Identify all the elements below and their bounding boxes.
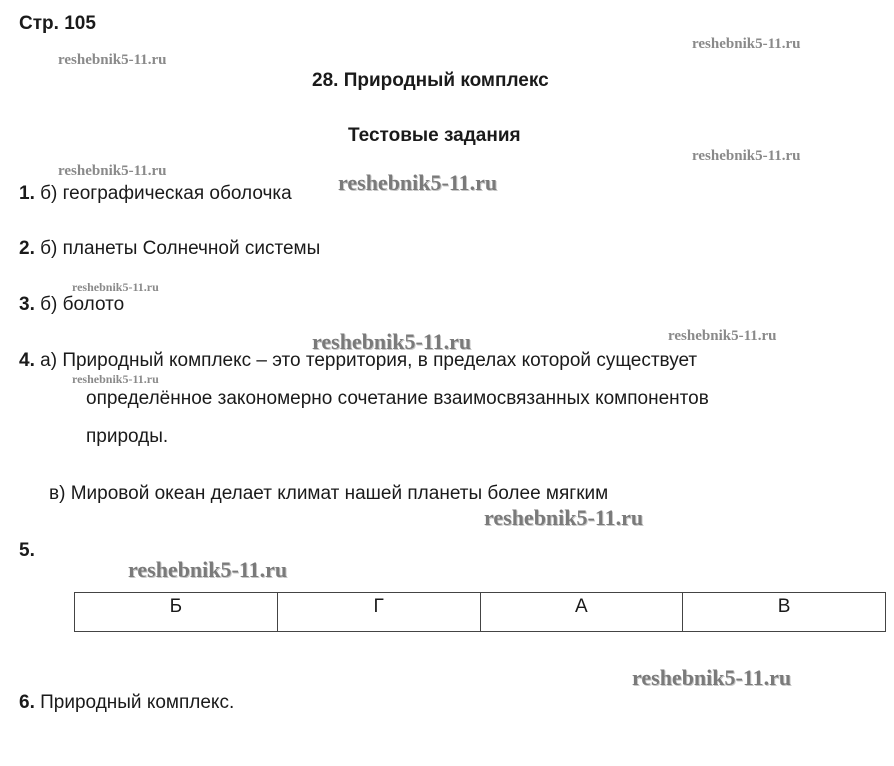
watermark: reshebnik5-11.ru xyxy=(128,557,288,582)
answer-number: 6. xyxy=(19,692,35,713)
table-cell: Г xyxy=(277,593,480,632)
watermark: reshebnik5-11.ru xyxy=(312,329,472,354)
table-row xyxy=(75,593,886,632)
answer-table xyxy=(74,592,886,632)
answer-text: б) географическая оболочка xyxy=(40,183,292,204)
watermark: reshebnik5-11.ru xyxy=(72,372,159,386)
answer-text-a-line2: определённое закономерно сочетание взаимосвязанных компонентов xyxy=(86,388,709,409)
watermark: reshebnik5-11.ru xyxy=(692,148,801,164)
watermark: reshebnik5-11.ru xyxy=(632,665,792,690)
answer-1 xyxy=(19,183,292,205)
page-label: Стр. 105 xyxy=(19,13,96,34)
section-title: 28. Природный комплекс xyxy=(312,70,549,91)
watermark: reshebnik5-11.ru xyxy=(668,328,777,344)
answer-4 xyxy=(19,350,697,372)
watermark: reshebnik5-11.ru xyxy=(484,505,644,530)
answer-2 xyxy=(19,238,320,260)
watermark: reshebnik5-11.ru xyxy=(58,52,167,68)
answer-number: 1. xyxy=(19,183,35,204)
answer-number: 3. xyxy=(19,294,35,315)
answer-number: 4. xyxy=(19,350,35,371)
answer-text: Природный комплекс. xyxy=(40,692,235,713)
table-cell: Б xyxy=(75,593,278,632)
table-cell: В xyxy=(683,593,886,632)
watermark: reshebnik5-11.ru xyxy=(58,163,167,179)
watermark: reshebnik5-11.ru xyxy=(692,36,801,52)
answer-text: б) планеты Солнечной системы xyxy=(40,238,321,259)
answer-text-a-line3: природы. xyxy=(86,426,169,447)
subtitle: Тестовые задания xyxy=(348,125,521,146)
answer-text: б) болото xyxy=(40,294,125,315)
watermark: reshebnik5-11.ru xyxy=(72,280,159,294)
watermark: reshebnik5-11.ru xyxy=(338,170,498,195)
answer-6 xyxy=(19,692,234,714)
answer-text-b: в) Мировой океан делает климат нашей планеты более мягким xyxy=(49,483,609,504)
answer-3 xyxy=(19,294,124,316)
answer-number: 2. xyxy=(19,238,35,259)
answer-text-a: а) Природный комплекс – это территория, в пределах которой существует xyxy=(40,350,698,371)
answer-5-number: 5. xyxy=(19,540,35,561)
table-cell: А xyxy=(480,593,683,632)
